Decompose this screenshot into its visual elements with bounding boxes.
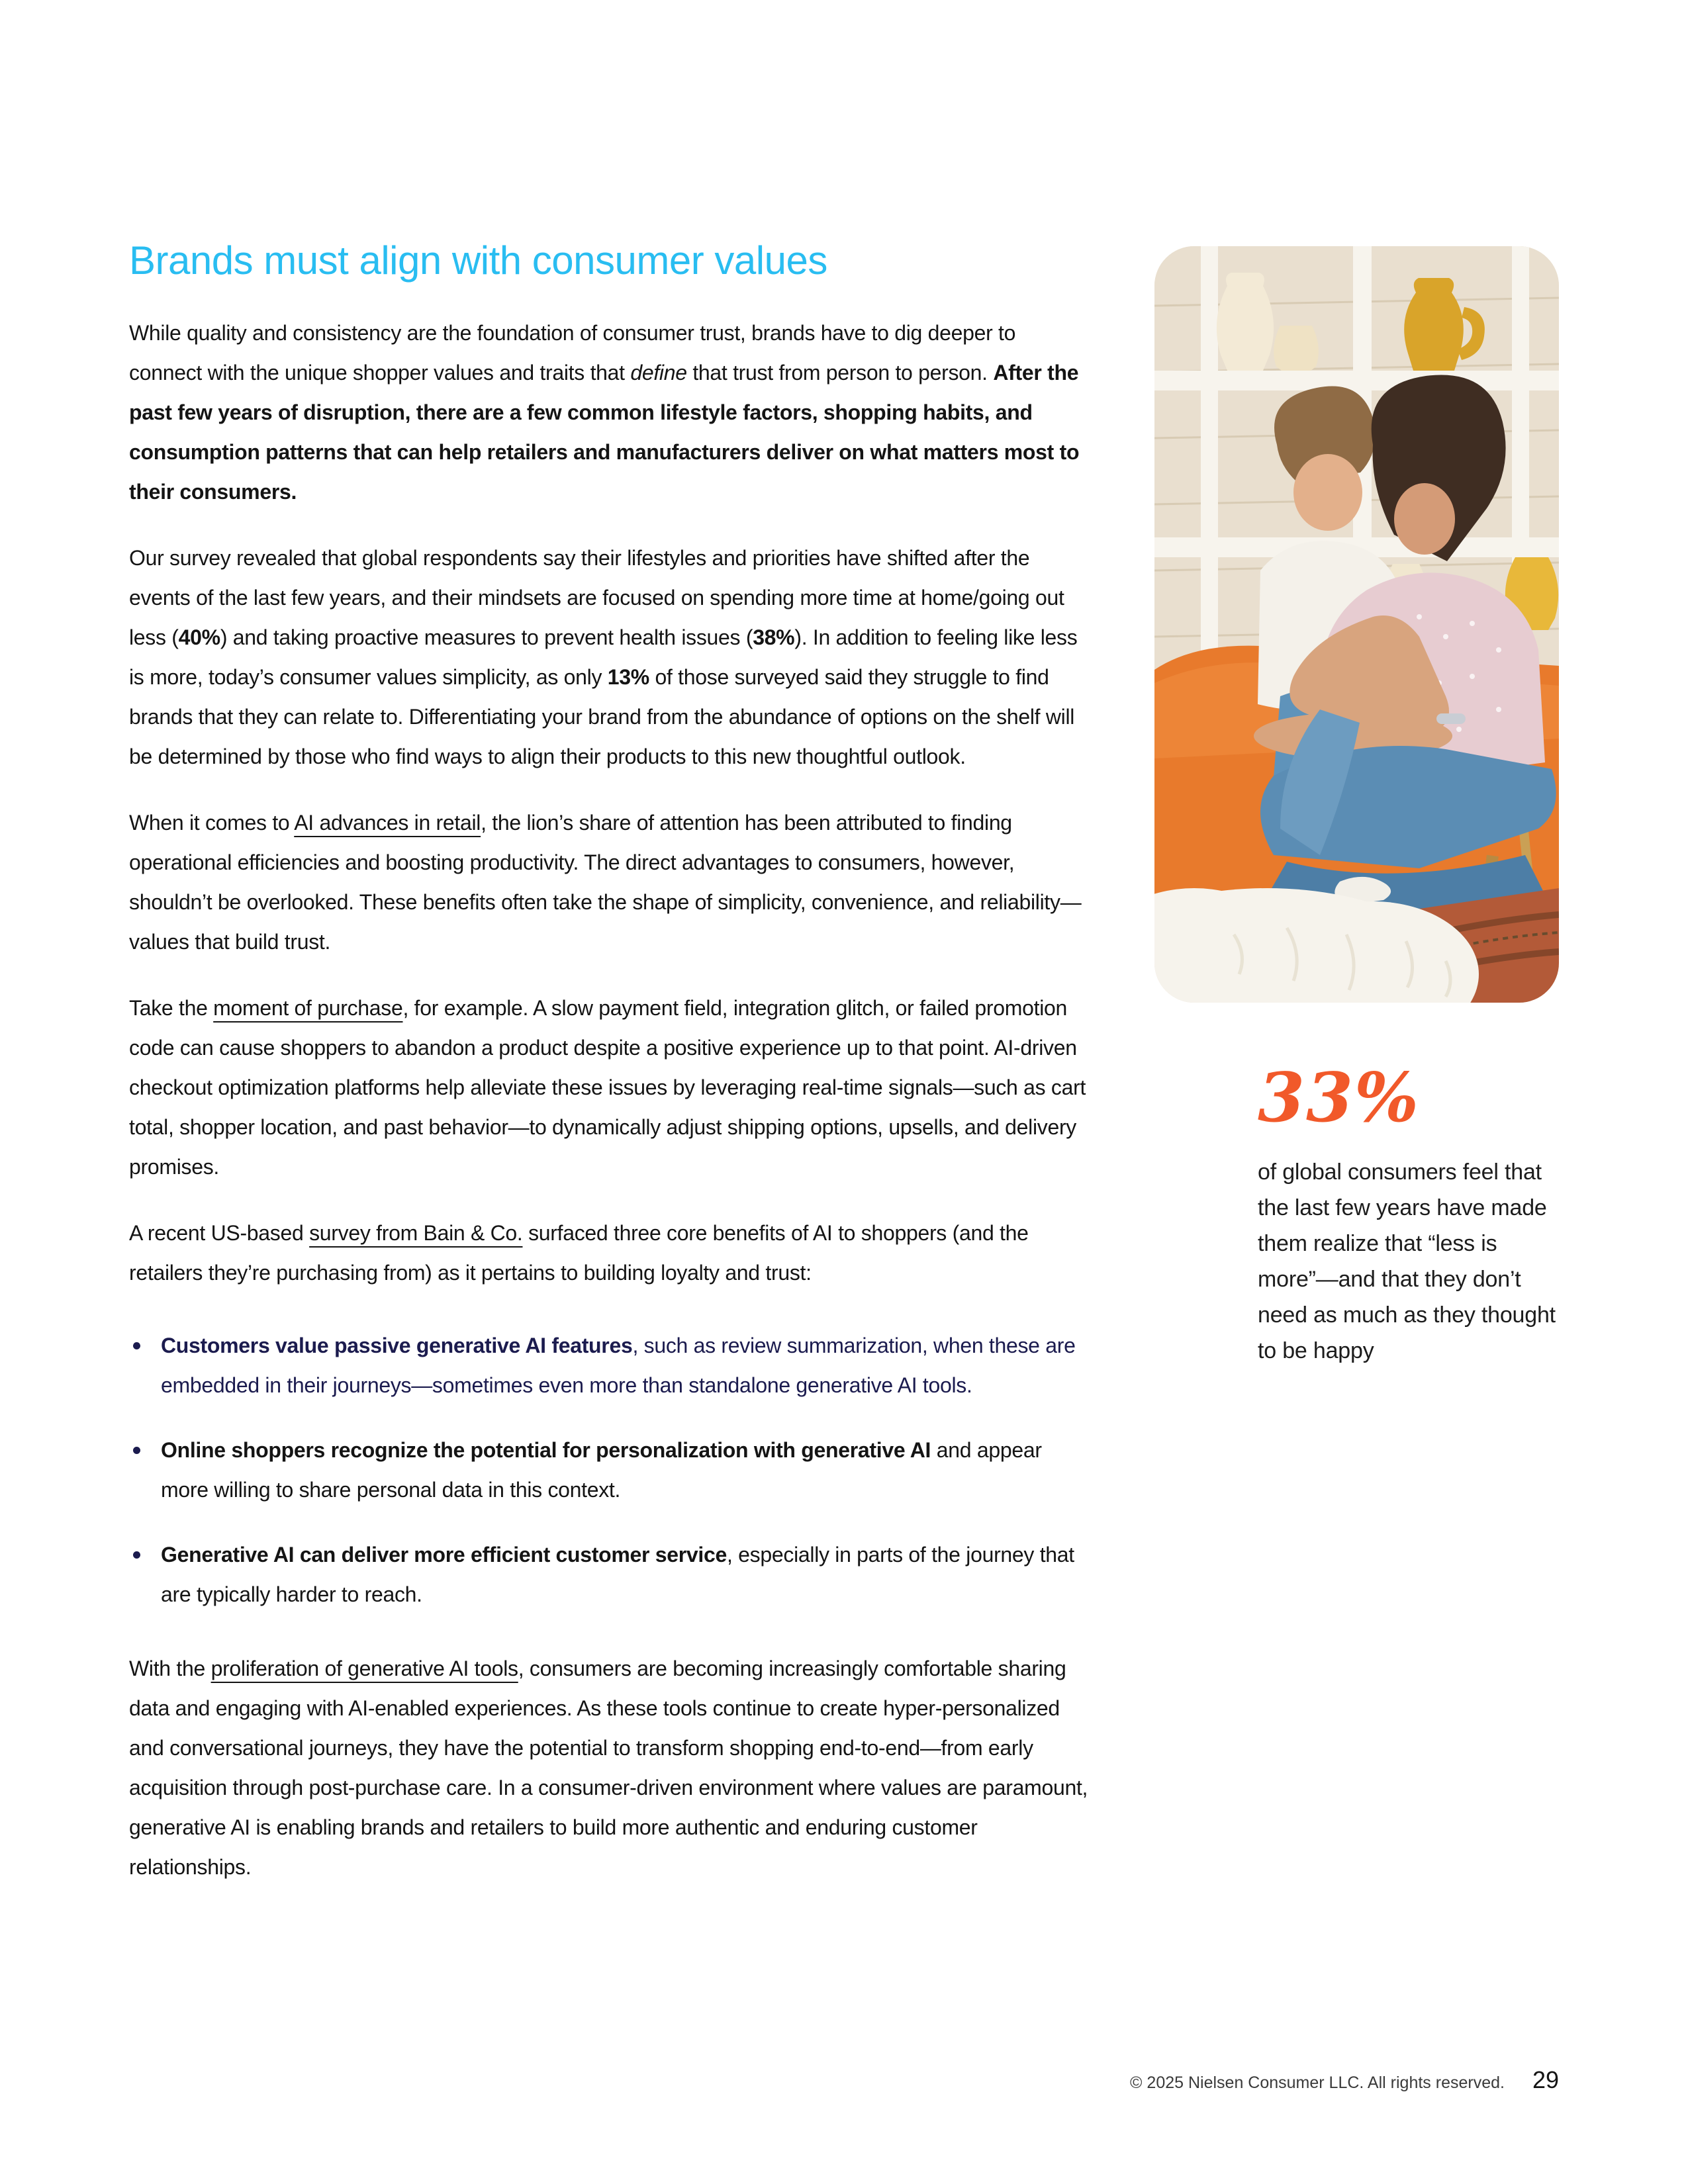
benefit-item-customer-service: [161, 1535, 1092, 1614]
inline-link[interactable]: moment of purchase: [213, 996, 403, 1021]
text-segment: , the lion’s share of attention has been attributed to finding operational efficiencies and boosting productivity. The direct advantages to consumers, however, shouldn’t be overlooked. These benefits often take the shape of simplicity, convenience, and reliability—values that build trust.: [129, 811, 1082, 954]
text-segment: After the past few years of disruption, there are a few common lifestyle factors, shopping habits, and consumption patterns that can help retailers and manufacturers deliver on what matters most to their consumers.: [129, 361, 1080, 504]
text-segment: surfaced three core benefits of AI to shoppers (and the retailers they’re purchasing from) as it pertains to building loyalty and trust:: [129, 1221, 1029, 1285]
stat-callout: [1258, 1058, 1559, 1369]
paragraph-closing: [129, 1649, 1092, 1887]
text-segment: ). In addition to feeling like less is more, today’s consumer values simplicity, as only: [129, 625, 1078, 690]
page-footer: [1130, 2066, 1559, 2094]
stat-description: of global consumers feel that the last few years have made them realize that “less is more”—and that they don’t need as much as they thought to be happy: [1258, 1160, 1556, 1363]
paragraph-ai-advances: [129, 803, 1092, 962]
text-segment: While quality and consistency are the foundation of consumer trust, brands have to dig deeper to connect with the unique shopper values and traits that: [129, 321, 1016, 385]
text-segment: , such as review summarization, when these are embedded in their journeys—sometimes even more than standalone generative AI tools.: [161, 1334, 1076, 1398]
inline-link[interactable]: AI advances in retail: [294, 811, 481, 835]
text-segment: With the: [129, 1657, 211, 1681]
text-segment: 38%: [753, 625, 795, 650]
article: [129, 238, 1092, 1913]
paragraph-moment-of-purchase: [129, 988, 1092, 1187]
inline-link[interactable]: survey from Bain & Co.: [309, 1221, 523, 1246]
text-segment: and appear more willing to share personal data in this context.: [161, 1438, 1042, 1502]
page-title: Brands must align with consumer values: [129, 238, 827, 283]
text-segment: , especially in parts of the journey that are typically harder to reach.: [161, 1543, 1074, 1607]
benefit-item-personalization: [161, 1430, 1092, 1510]
text-segment: of those surveyed said they struggle to find brands that they can relate to. Differentiating your brand from the abundance of options on the shelf will be determined by those who find ways to align their products to this new thoughtful outlook.: [129, 665, 1075, 769]
text-segment: Our survey revealed that global respondents say their lifestyles and priorities have shifted after the events of the last few years, and their mindsets are focused on spending more time at home/going out less (: [129, 546, 1064, 650]
page-number: 29: [1532, 2066, 1559, 2093]
text-segment: Generative AI can deliver more efficient customer service: [161, 1543, 727, 1567]
photo-mother-child: [1154, 246, 1559, 1003]
paragraph-survey: [129, 538, 1092, 776]
text-segment: Customers value passive generative AI features: [161, 1334, 633, 1358]
decorative-photo-illustration: [1154, 246, 1559, 1003]
text-segment: Online shoppers recognize the potential for personalization with generative AI: [161, 1438, 931, 1463]
paragraph-intro: [129, 313, 1092, 512]
text-segment: 13%: [607, 665, 649, 690]
inline-link[interactable]: proliferation of generative AI tools: [211, 1657, 518, 1681]
text-segment: ) and taking proactive measures to prevent health issues (: [220, 625, 753, 650]
text-segment: that trust from person to person.: [686, 361, 994, 385]
text-segment: 40%: [178, 625, 220, 650]
text-segment: When it comes to: [129, 811, 295, 835]
text-segment: , for example. A slow payment field, integration glitch, or failed promotion code can cause shoppers to abandon a product despite a positive experience up to that point. AI-driven checkout optimization platforms help alleviate these issues by leveraging real-time signals—such as cart total, shopper location, and past behavior—to dynamically adjust shipping options, upsells, and delivery promises.: [129, 996, 1086, 1179]
benefits-list: [129, 1326, 1092, 1614]
paragraph-bain-survey: [129, 1213, 1092, 1293]
text-segment: Take the: [129, 996, 214, 1021]
benefit-item-passive-ai: [161, 1326, 1092, 1405]
copyright-text: © 2025 Nielsen Consumer LLC. All rights reserved.: [1130, 2073, 1505, 2092]
text-segment: , consumers are becoming increasingly comfortable sharing data and engaging with AI-enabled experiences. As these tools continue to create hyper-personalized and conversational journeys, they have the potential to transform shopping end-to-end—from early acquisition through post-purchase care. In a consumer-driven environment where values are paramount, generative AI is enabling brands and retailers to build more authentic and enduring customer relationships.: [129, 1657, 1088, 1880]
text-segment: define: [630, 361, 687, 385]
text-segment: A recent US-based: [129, 1221, 310, 1246]
stat-value: 33%: [1258, 1058, 1420, 1138]
